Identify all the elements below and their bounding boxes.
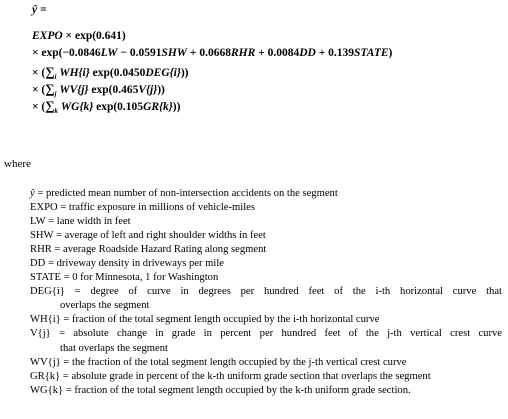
- summation-index: i: [54, 72, 57, 81]
- eq-wh: WH{i}: [59, 66, 90, 79]
- eq-state: STATE: [354, 47, 389, 60]
- equation-line-2: [32, 45, 392, 62]
- definition-wh: WH{i} = fraction of the total segment length occupied by the i-th horizontal curve: [30, 314, 380, 326]
- eq-shw: SHW: [161, 47, 188, 60]
- eq-coef-shw: − 0.0591: [117, 47, 162, 60]
- eq-line3-mid: exp(0.0450: [89, 66, 146, 79]
- summation-symbol: ∑: [45, 97, 55, 113]
- equation-line-5: [32, 97, 392, 114]
- eq-deg: DEG{i}: [145, 66, 181, 79]
- eq-coef-dd: + 0.0084: [255, 47, 300, 60]
- eq-line1-rest: × exp(0.641): [62, 30, 126, 43]
- eq-line4-mid: exp(0.465: [88, 83, 139, 96]
- eq-dd: DD: [299, 47, 316, 60]
- eq-v: V{j}: [138, 83, 158, 96]
- eq-line3-end: )): [180, 66, 189, 79]
- definition-v-line-2: that overlaps the segment: [60, 342, 168, 354]
- definition-shw: SHW = average of left and right shoulder widths in feet: [30, 230, 266, 242]
- eq-wv: WV{j}: [59, 83, 89, 96]
- eq-line2-end: ): [388, 47, 393, 60]
- where-label: where: [4, 158, 31, 170]
- eq-line5-prefix: × (: [32, 100, 46, 113]
- eq-coef-rhr: + 0.0668: [187, 47, 231, 60]
- eq-line3-prefix: × (: [32, 66, 46, 79]
- definition-v: [30, 327, 502, 355]
- eq-line4-prefix: × (: [32, 83, 46, 96]
- summation-symbol: ∑: [45, 80, 55, 96]
- equation-lhs-line: [32, 2, 392, 19]
- yhat-symbol: ŷ: [30, 188, 35, 199]
- equation-line-1: [32, 28, 392, 45]
- accident-model-equation: [32, 2, 392, 114]
- definition-deg: [30, 285, 502, 313]
- eq-rhr: RHR: [230, 47, 256, 60]
- definition-deg-line-2: overlaps the segment: [60, 300, 150, 312]
- equation-line-4: [32, 80, 392, 97]
- definition-rhr: RHR = average Roadside Hazard Rating along segment: [30, 244, 267, 256]
- definition-expo: EXPO = traffic exposure in millions of vehicle-miles: [30, 202, 255, 214]
- definition-v-line-1: V{j} = absolute change in grade in percent per hundred feet of the j-th vertical crest curve: [30, 328, 502, 340]
- definition-gr: GR{k} = absolute grade in percent of the k-th uniform grade section that overlaps the segment: [30, 370, 431, 382]
- definition-wg: WG{k} = fraction of the total segment length occupied by the k-th uniform grade section.: [30, 384, 411, 396]
- eq-line4-end: )): [157, 83, 165, 96]
- definition-yhat-text: = predicted mean number of non-intersection accidents on the segment: [34, 188, 338, 199]
- equation-lhs: ŷ =: [32, 4, 47, 16]
- eq-coef-state: + 0.139: [315, 47, 355, 60]
- eq-line5-mid: exp(0.105: [93, 100, 144, 113]
- eq-line5-end: )): [172, 100, 181, 113]
- definition-dd: DD = driveway density in driveways per mile: [30, 258, 224, 270]
- definition-lw: LW = lane width in feet: [30, 216, 131, 228]
- definition-state: STATE = 0 for Minnesota, 1 for Washington: [30, 272, 219, 284]
- eq-gr: GR{k}: [143, 100, 173, 113]
- eq-expo: EXPO: [32, 30, 63, 43]
- definition-yhat: [30, 187, 502, 201]
- eq-wg: WG{k}: [60, 100, 94, 113]
- definition-deg-line-1: DEG{i} = degree of curve in degrees per hundred feet of the i-th horizontal curve that: [30, 286, 502, 298]
- summation-index: j: [54, 89, 57, 98]
- summation-index: k: [54, 106, 59, 115]
- eq-line2-prefix: × exp(−0.0846: [32, 47, 101, 60]
- variable-definitions: [30, 187, 502, 398]
- eq-lw: LW: [100, 47, 118, 60]
- equation-line-3: [32, 63, 392, 80]
- summation-symbol: ∑: [45, 63, 55, 79]
- definition-wv: WV{j} = the fraction of the total segment length occupied by the j-th vertical crest curve: [30, 356, 407, 368]
